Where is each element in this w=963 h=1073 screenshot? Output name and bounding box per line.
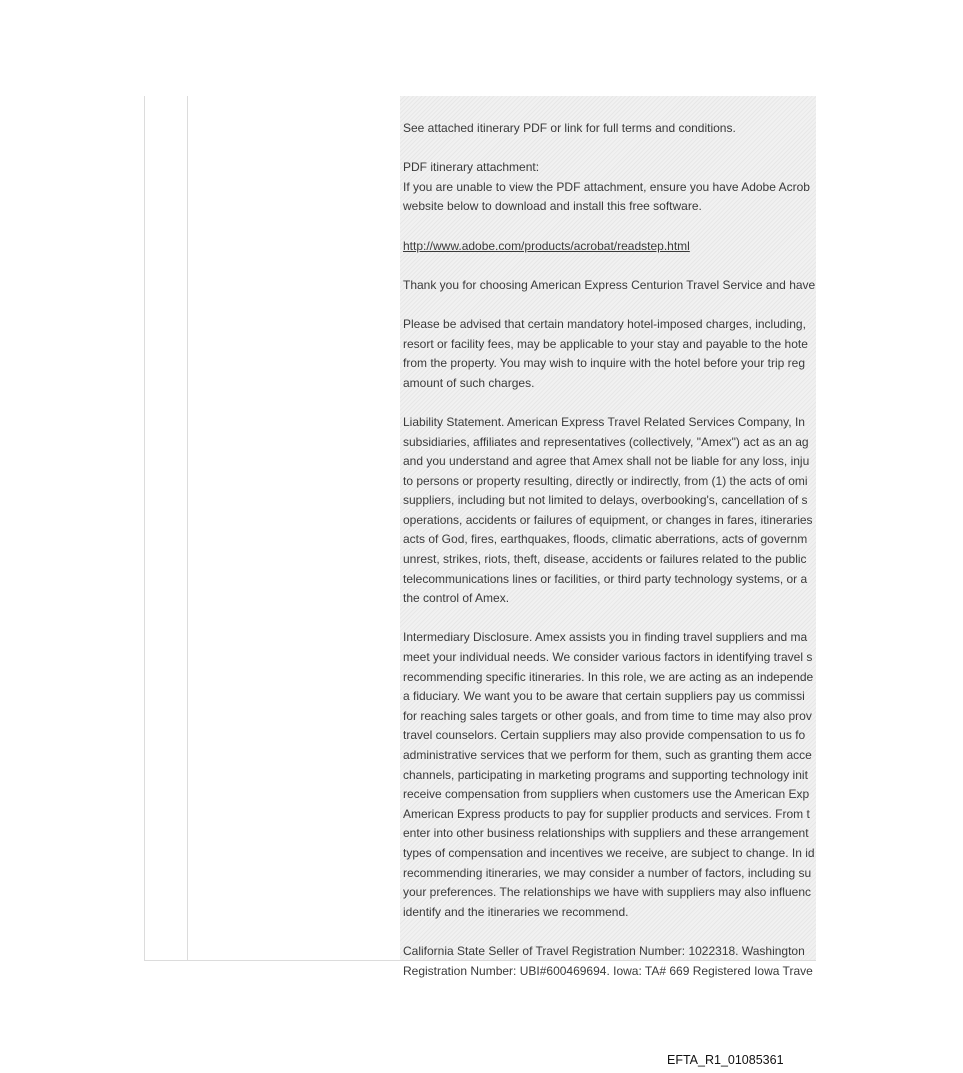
text-line: Please be advised that certain mandatory hotel-imposed charges, including, xyxy=(403,316,806,331)
text-line: and you understand and agree that Amex shall not be liable for any loss, inju xyxy=(403,454,810,469)
text-line: suppliers, including but not limited to delays, overbooking's, cancellation of s xyxy=(403,493,808,508)
text-line: enter into other business relationships with suppliers and these arrangement xyxy=(403,826,809,841)
text-line: subsidiaries, affiliates and representatives (collectively, "Amex") act as an ag xyxy=(403,434,809,449)
text-line: your preferences. The relationships we have with suppliers may also influenc xyxy=(403,885,811,900)
body-paragraph xyxy=(403,315,963,393)
text-line: California State Seller of Travel Registration Number: 1022318. Washington xyxy=(403,943,805,958)
body-paragraph xyxy=(403,276,963,296)
frame-inner-border xyxy=(187,96,188,960)
message-body-text xyxy=(403,119,963,1001)
body-paragraph xyxy=(403,119,963,139)
text-line: types of compensation and incentives we receive, are subject to change. In id xyxy=(403,845,815,860)
adobe-reader-link[interactable]: http://www.adobe.com/products/acrobat/readstep.html xyxy=(403,238,690,253)
text-line: receive compensation from suppliers when customers use the American Exp xyxy=(403,787,810,802)
text-line: the control of Amex. xyxy=(403,591,510,606)
text-line: recommending itineraries, we may consider a number of factors, including su xyxy=(403,865,812,880)
text-line: recommending specific itineraries. In this role, we are acting as an independe xyxy=(403,669,814,684)
text-line: travel counselors. Certain suppliers may also provide compensation to us fo xyxy=(403,728,806,743)
frame-left-border xyxy=(144,96,145,960)
body-paragraph xyxy=(403,158,963,217)
text-line: telecommunications lines or facilities, or third party technology systems, or a xyxy=(403,571,808,586)
text-line: channels, participating in marketing programs and supporting technology init xyxy=(403,767,808,782)
text-line: from the property. You may wish to inquire with the hotel before your trip reg xyxy=(403,356,805,371)
text-line: PDF itinerary attachment: xyxy=(403,160,540,175)
text-line: identify and the itineraries we recommend. xyxy=(403,904,629,919)
text-line: a fiduciary. We want you to be aware that certain suppliers pay us commissi xyxy=(403,689,805,704)
message-body-panel xyxy=(400,96,816,978)
download-link-paragraph xyxy=(403,237,963,257)
text-line: resort or facility fees, may be applicable to your stay and payable to the hote xyxy=(403,336,808,351)
text-line: meet your individual needs. We consider various factors in identifying travel s xyxy=(403,650,813,665)
text-line: American Express products to pay for supplier products and services. From t xyxy=(403,806,810,821)
body-paragraph xyxy=(403,942,963,981)
text-line: for reaching sales targets or other goals, and from time to time may also prov xyxy=(403,708,812,723)
text-line: operations, accidents or failures of equipment, or changes in fares, itineraries xyxy=(403,512,813,527)
text-line: If you are unable to view the PDF attachment, ensure you have Adobe Acrob xyxy=(403,179,810,194)
text-line: amount of such charges. xyxy=(403,375,535,390)
text-line: Thank you for choosing American Express Centurion Travel Service and have xyxy=(403,277,816,292)
text-line: Intermediary Disclosure. Amex assists you in finding travel suppliers and ma xyxy=(403,630,808,645)
body-paragraph xyxy=(403,628,963,922)
text-line: unrest, strikes, riots, theft, disease, accidents or failures related to the public xyxy=(403,552,807,567)
body-paragraph xyxy=(403,413,963,609)
text-line: website below to download and install this free software. xyxy=(403,199,702,214)
text-line: acts of God, fires, earthquakes, floods, climatic aberrations, acts of governm xyxy=(403,532,808,547)
message-frame xyxy=(144,96,816,978)
text-line: See attached itinerary PDF or link for full terms and conditions. xyxy=(403,121,736,135)
document-id: EFTA_R1_01085361 xyxy=(667,1053,784,1067)
text-line: administrative services that we perform for them, such as granting them acce xyxy=(403,748,812,762)
text-line: to persons or property resulting, directly or indirectly, from (1) the acts of omi xyxy=(403,473,808,488)
text-line: Liability Statement. American Express Travel Related Services Company, In xyxy=(403,414,805,429)
text-line: Registration Number: UBI#600469694. Iowa: TA# 669 Registered Iowa Trave xyxy=(403,963,813,978)
